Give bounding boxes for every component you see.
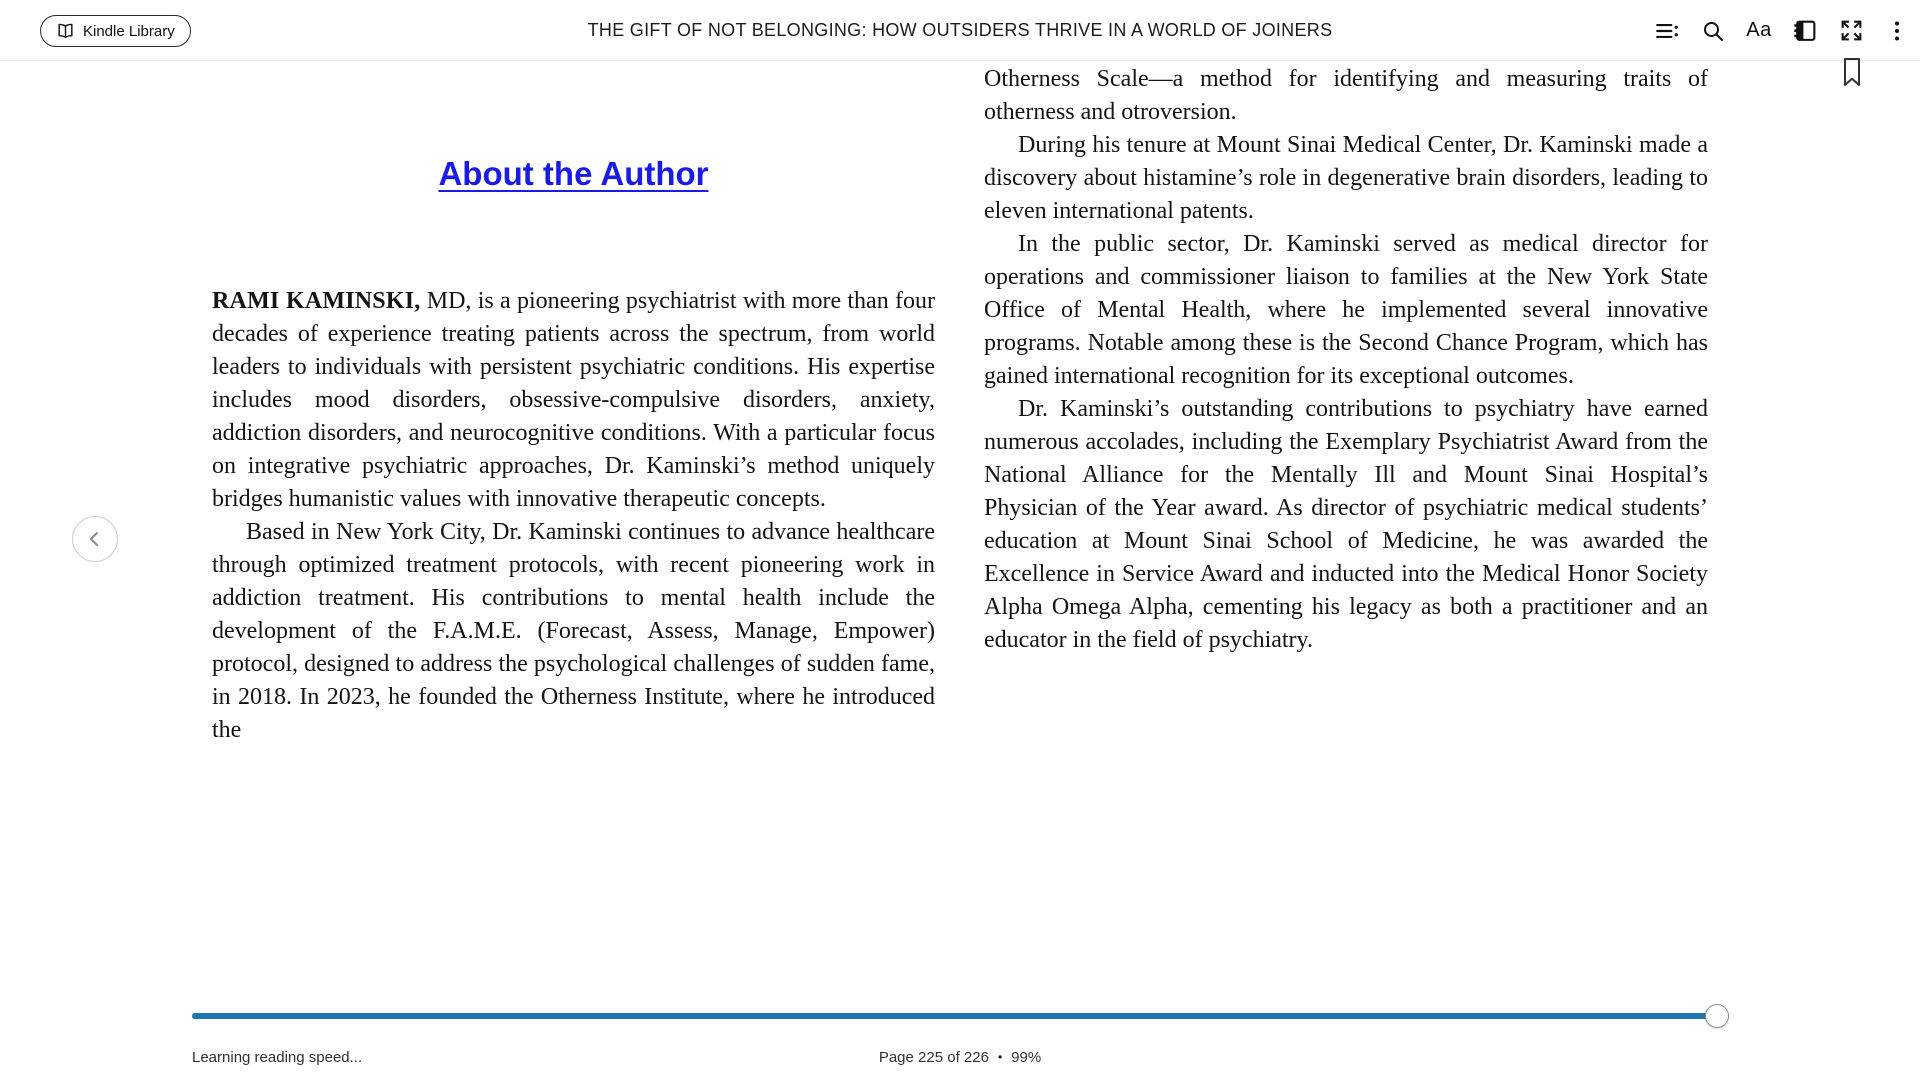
search-icon xyxy=(1701,19,1725,43)
font-settings-button[interactable] xyxy=(1742,14,1776,48)
page-position-info xyxy=(0,1049,1920,1066)
chevron-left-icon xyxy=(85,529,105,549)
author-name: RAMI KAMINSKI, xyxy=(212,288,421,314)
bullet-separator: • xyxy=(997,1050,1003,1064)
progress-fill xyxy=(192,1013,1717,1019)
more-menu-button[interactable] xyxy=(1880,14,1914,48)
page-flip-icon xyxy=(1793,18,1818,43)
page-number-label: Page 225 of 226 xyxy=(878,1049,989,1066)
paragraph: During his tenure at Mount Sinai Medical Center, Dr. Kaminski made a discovery about histamine’s role in degenerative brain disorders, leading to eleven international patents. xyxy=(984,132,1708,224)
reading-speed-status: Learning reading speed... xyxy=(192,1049,363,1066)
page-layout-button[interactable] xyxy=(1788,14,1822,48)
progress-slider-track[interactable] xyxy=(192,1013,1729,1019)
paragraph: Otherness Scale—a method for identifying and measuring traits of otherness and otroversion. xyxy=(984,66,1708,125)
toc-notes-button[interactable] xyxy=(1650,14,1684,48)
toc-icon xyxy=(1654,18,1680,44)
font-settings-icon: Aa xyxy=(1746,19,1772,41)
kebab-menu-icon xyxy=(1885,19,1909,43)
previous-page-button[interactable] xyxy=(72,516,118,562)
kindle-library-label: Kindle Library xyxy=(83,22,175,40)
paragraph xyxy=(212,285,935,516)
fullscreen-icon xyxy=(1839,18,1864,43)
bookmark-toggle[interactable] xyxy=(1841,57,1863,89)
book-title: THE GIFT OF NOT BELONGING: HOW OUTSIDERS THRIVE IN A WORLD OF JOINERS xyxy=(587,20,1333,40)
paragraph: Dr. Kaminski’s outstanding contributions to psychiatry have earned numerous accolades, including the Exemplary Psychiatrist Award from the National Alliance for the Mentally Ill and Mount Sinai Hospital’s Physician of the Year award. As director of psychiatric medical students’ education at Mount Sinai School of Medicine, he was awarded the Excellence in Service Award and inducted into the Medical Honor Society Alpha Omega Alpha, cementing his legacy as both a practitioner and an educator in the field of psychiatry. xyxy=(984,396,1708,653)
left-text-column xyxy=(212,285,935,747)
paragraph: Based in New York City, Dr. Kaminski continues to advance healthcare through optimized treatment protocols, with recent pioneering work in addiction treatment. His contributions to mental health include the development of the F.A.M.E. (Forecast, Assess, Manage, Empower) protocol, designed to address the psychological challenges of sudden fame, in 2018. In 2023, he founded the Otherness Institute, where he introduced the xyxy=(212,519,935,743)
fullscreen-button[interactable] xyxy=(1834,14,1868,48)
bookmark-icon xyxy=(1841,57,1863,89)
progress-slider-knob[interactable] xyxy=(1705,1004,1729,1028)
chapter-heading: About the Author xyxy=(438,155,709,192)
toolbar-icons xyxy=(1650,0,1914,61)
paragraph-text: MD, is a pioneering psychiatrist with more than four decades of experience treating patients across the spectrum, from world leaders to individuals with persistent psychiatric conditions. His expertise includes mood disorders, obsessive-compulsive disorders, anxiety, addiction disorders, and neurocognitive conditions. With a particular focus on integrative psychiatric approaches, Dr. Kaminski’s method uniquely bridges humanistic values with innovative therapeutic concepts. xyxy=(212,288,935,512)
percent-read-label: 99% xyxy=(1011,1049,1042,1066)
top-toolbar xyxy=(0,0,1920,61)
paragraph: In the public sector, Dr. Kaminski served as medical director for operations and commissioner liaison to families at the New York State Office of Mental Health, where he implemented several innovative programs. Notable among these is the Second Chance Program, which has gained international recognition for its exceptional outcomes. xyxy=(984,231,1708,389)
right-text-column xyxy=(984,63,1708,657)
search-button[interactable] xyxy=(1696,14,1730,48)
